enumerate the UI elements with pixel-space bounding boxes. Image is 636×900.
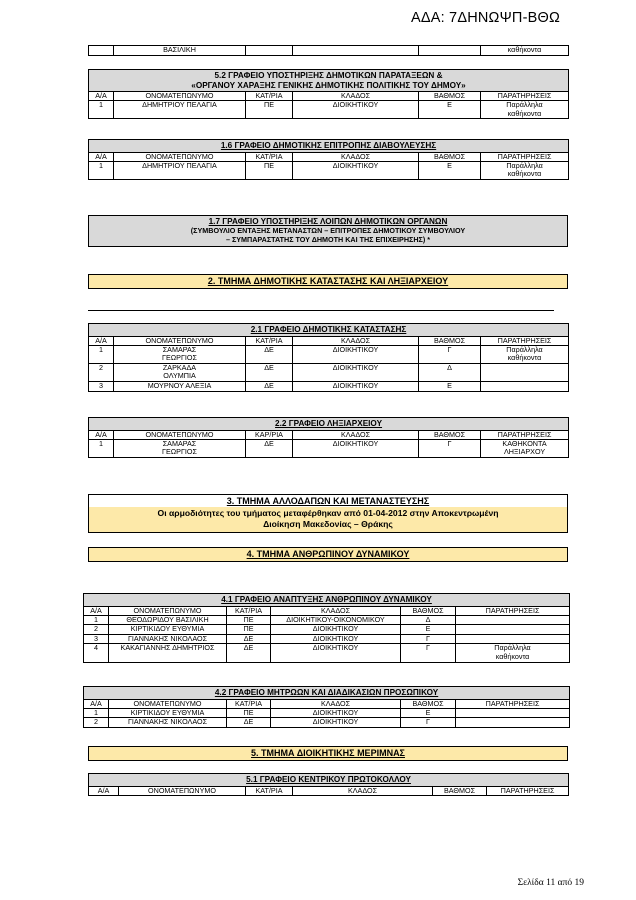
ada-code: ΑΔΑ: 7ΔΗΝΩΨΠ-ΒΘΩ: [410, 10, 560, 26]
table-header-row: Α/Α ΟΝΟΜΑΤΕΠΩΝΥΜΟ ΚΑΤ/ΡΙΑ ΚΛΑΔΟΣ ΒΑΘΜΟΣ ΠΑΡΑΤΗΡΗΣΕΙΣ: [84, 606, 570, 615]
table-5-1: [88, 773, 569, 796]
section-5-heading: 5. ΤΜΗΜΑ ΔΙΟΙΚΗΤΙΚΗΣ ΜΕΡΙΜΝΑΣ: [88, 746, 568, 761]
table-4-1: [83, 593, 570, 663]
box-1-7: 1.7 ΓΡΑΦΕΙΟ ΥΠΟΣΤΗΡΙΞΗΣ ΛΟΙΠΩΝ ΔΗΜΟΤΙΚΩΝ ΟΡΓΑΝΩΝ (ΣΥΜΒΟΥΛΙΟ ΕΝΤΑΞΗΣ ΜΕΤΑΝΑΣΤΩΝ – ΕΠΙΤΡΟΠΕΣ ΔΗΜΟΤΙΚΟΥ ΣΥΜΒΟΥΛΙΟΥ – ΣΥΜΠΑΡΑΣΤΑΤΗΣ ΤΟΥ ΔΗΜΟΤΗ ΚΑΙ ΤΗΣ ΕΠΙΧΕΙΡΗΣΗΣ) *: [88, 215, 568, 247]
table-row: 3 ΓΙΑΝΝΑΚΗΣ ΝΙΚΟΛΑΟΣ ΔΕ ΔΙΟΙΚΗΤΙΚΟΥ Γ: [84, 634, 570, 644]
table-title: 2.1 ΓΡΑΦΕΙΟ ΔΗΜΟΤΙΚΗΣ ΚΑΤΑΣΤΑΣΗΣ: [89, 324, 569, 337]
table-fragment: [88, 45, 569, 56]
table-title: 1.6 ΓΡΑΦΕΙΟ ΔΗΜΟΤΙΚΗΣ ΕΠΙΤΡΟΠΗΣ ΔΙΑΒΟΥΛΕΥΣΗΣ: [89, 140, 569, 153]
table-4-2: [83, 686, 570, 728]
table-header-row: Α/Α ΟΝΟΜΑΤΕΠΩΝΥΜΟ ΚΑΡ/ΡΙΑ ΚΛΑΔΟΣ ΒΑΘΜΟΣ ΠΑΡΑΤΗΡΗΣΕΙΣ: [89, 430, 569, 439]
table-title: 5.2 ΓΡΑΦΕΙΟ ΥΠΟΣΤΗΡΙΞΗΣ ΔΗΜΟΤΙΚΩΝ ΠΑΡΑΤΑΞΕΩΝ & «ΟΡΓΑΝΟΥ ΧΑΡΑΞΗΣ ΓΕΝΙΚΗΣ ΔΗΜΟΤΙΚΗΣ ΠΟΛΙΤΙΚΗΣ ΤΟΥ ΔΗΜΟΥ»: [89, 70, 569, 92]
table-2-1: [88, 323, 569, 392]
table-header-row: Α/Α ΟΝΟΜΑΤΕΠΩΝΥΜΟ ΚΑΤ/ΡΙΑ ΚΛΑΔΟΣ ΒΑΘΜΟΣ ΠΑΡΑΤΗΡΗΣΕΙΣ: [89, 152, 569, 161]
table-row: 1 ΔΗΜΗΤΡΙΟΥ ΠΕΛΑΓΙΑ ΠΕ ΔΙΟΙΚΗΤΙΚΟΥ Ε Παράλληλα καθήκοντα: [89, 101, 569, 119]
table-row: 2 ΖΑΡΚΑΔΑ ΟΛΥΜΠΙΑ ΔΕ ΔΙΟΙΚΗΤΙΚΟΥ Δ: [89, 363, 569, 381]
table-header-row: Α/Α ΟΝΟΜΑΤΕΠΩΝΥΜΟ ΚΑΤ/ΡΙΑ ΚΛΑΔΟΣ ΒΑΘΜΟΣ ΠΑΡΑΤΗΡΗΣΕΙΣ: [89, 786, 569, 795]
table-5-2: [88, 69, 569, 119]
table-2-2: [88, 417, 569, 458]
table-title: 2.2 ΓΡΑΦΕΙΟ ΛΗΞΙΑΡΧΕΙΟΥ: [89, 418, 569, 431]
section-3-box: [88, 494, 568, 533]
name-cell: ΒΑΣΙΛΙΚΗ: [114, 46, 246, 56]
table-row: 2 ΓΙΑΝΝΑΚΗΣ ΝΙΚΟΛΑΟΣ ΔΕ ΔΙΟΙΚΗΤΙΚΟΥ Γ: [84, 718, 570, 728]
table-row: 4 ΚΑΚΑΓΙΑΝΝΗΣ ΔΗΜΗΤΡΙΟΣ ΔΕ ΔΙΟΙΚΗΤΙΚΟΥ Γ Παράλληλα καθήκοντα: [84, 644, 570, 662]
section-4-heading: 4. ΤΜΗΜΑ ΑΝΘΡΩΠΙΝΟΥ ΔΥΝΑΜΙΚΟΥ: [88, 547, 568, 562]
page-number: Σελίδα 11 από 19: [517, 878, 584, 888]
section-3-note: Οι αρμοδιότητες του τμήματος μεταφέρθηκαν από 01-04-2012 στην Αποκεντρωμένη Διοίκηση Μακεδονίας – Θράκης: [89, 507, 567, 532]
section-2-heading: 2. ΤΜΗΜΑ ΔΗΜΟΤΙΚΗΣ ΚΑΤΑΣΤΑΣΗΣ ΚΑΙ ΛΗΞΙΑΡΧΕΙΟΥ: [88, 274, 568, 289]
table-row: 1 ΚΙΡΤΙΚΙΔΟΥ ΕΥΘΥΜΙΑ ΠΕ ΔΙΟΙΚΗΤΙΚΟΥ Ε: [84, 708, 570, 718]
table-row: 1 ΔΗΜΗΤΡΙΟΥ ΠΕΛΑΓΙΑ ΠΕ ΔΙΟΙΚΗΤΙΚΟΥ Ε Παράλληλα καθήκοντα: [89, 161, 569, 179]
table-row: 1 ΣΑΜΑΡΑΣ ΓΕΩΡΓΙΟΣ ΔΕ ΔΙΟΙΚΗΤΙΚΟΥ Γ ΚΑΘΗΚΟΝΤΑ ΛΗΞΙΑΡΧΟΥ: [89, 439, 569, 457]
table-row: 1 ΣΑΜΑΡΑΣ ΓΕΩΡΓΙΟΣ ΔΕ ΔΙΟΙΚΗΤΙΚΟΥ Γ Παράλληλα καθήκοντα: [89, 345, 569, 363]
table-header-row: Α/Α ΟΝΟΜΑΤΕΠΩΝΥΜΟ ΚΑΤ/ΡΙΑ ΚΛΑΔΟΣ ΒΑΘΜΟΣ ΠΑΡΑΤΗΡΗΣΕΙΣ: [89, 336, 569, 345]
table-1-6: [88, 139, 569, 180]
table-title: 4.1 ΓΡΑΦΕΙΟ ΑΝΑΠΤΥΞΗΣ ΑΝΘΡΩΠΙΝΟΥ ΔΥΝΑΜΙΚΟΥ: [84, 594, 570, 607]
section-3-heading: 3. ΤΜΗΜΑ ΑΛΛΟΔΑΠΩΝ ΚΑΙ ΜΕΤΑΝΑΣΤΕΥΣΗΣ: [89, 495, 567, 507]
table-row: 3 ΜΟΥΡΝΟΥ ΑΛΕΞΙΑ ΔΕ ΔΙΟΙΚΗΤΙΚΟΥ Ε: [89, 381, 569, 391]
table-header-row: Α/Α ΟΝΟΜΑΤΕΠΩΝΥΜΟ ΚΑΤ/ΡΙΑ ΚΛΑΔΟΣ ΒΑΘΜΟΣ ΠΑΡΑΤΗΡΗΣΕΙΣ: [84, 699, 570, 708]
table-title: 4.2 ΓΡΑΦΕΙΟ ΜΗΤΡΩΩΝ ΚΑΙ ΔΙΑΔΙΚΑΣΙΩΝ ΠΡΟΣΩΠΙΚΟΥ: [84, 687, 570, 700]
divider: [88, 310, 554, 311]
table-title: 5.1 ΓΡΑΦΕΙΟ ΚΕΝΤΡΙΚΟΥ ΠΡΩΤΟΚΟΛΛΟΥ: [89, 774, 569, 787]
table-row: 1 ΘΕΟΔΩΡΙΔΟΥ ΒΑΣΙΛΙΚΗ ΠΕ ΔΙΟΙΚΗΤΙΚΟΥ-ΟΙΚΟΝΟΜΙΚΟΥ Δ: [84, 615, 570, 625]
table-row: 2 ΚΙΡΤΙΚΙΔΟΥ ΕΥΘΥΜΙΑ ΠΕ ΔΙΟΙΚΗΤΙΚΟΥ Ε: [84, 625, 570, 635]
remarks-cell: καθήκοντα: [481, 46, 569, 56]
table-row: [89, 46, 569, 56]
table-header-row: Α/Α ΟΝΟΜΑΤΕΠΩΝΥΜΟ ΚΑΤ/ΡΙΑ ΚΛΑΔΟΣ ΒΑΘΜΟΣ ΠΑΡΑΤΗΡΗΣΕΙΣ: [89, 92, 569, 101]
